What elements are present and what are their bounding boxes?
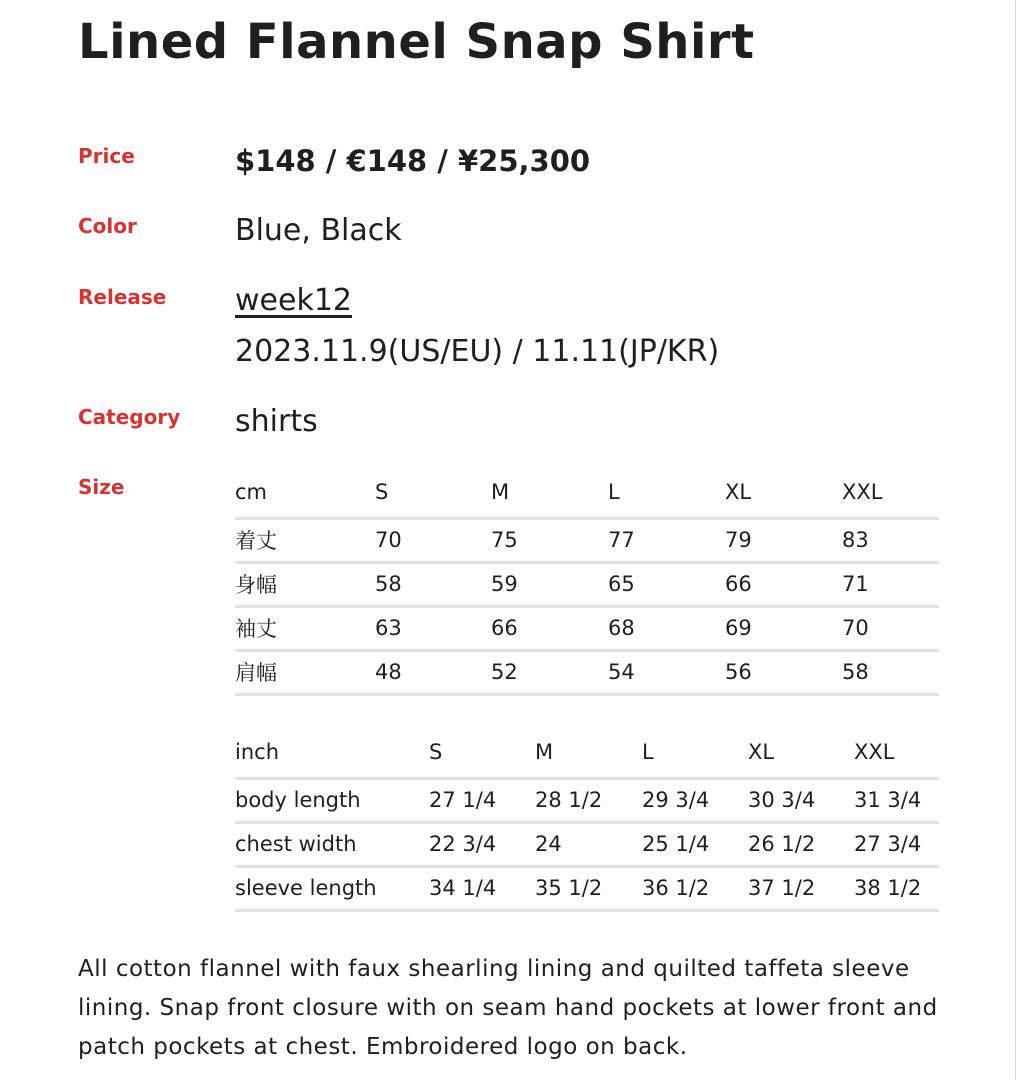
cell: 54 xyxy=(608,650,725,694)
price-label: Price xyxy=(78,144,135,168)
row-name: chest width xyxy=(235,822,429,866)
cell: 30 3/4 xyxy=(748,778,854,822)
row-name: body length xyxy=(235,778,429,822)
cell: 48 xyxy=(375,650,491,694)
table-row xyxy=(235,518,939,562)
color-value: Blue, Black xyxy=(235,213,402,248)
size-label: Size xyxy=(78,475,125,499)
color-label: Color xyxy=(78,214,137,238)
cell: 37 1/2 xyxy=(748,866,854,910)
cell: 68 xyxy=(608,606,725,650)
release-week-text[interactable]: week12 xyxy=(235,283,352,318)
cell: 66 xyxy=(725,562,842,606)
category-label: Category xyxy=(78,405,181,429)
table-row xyxy=(235,650,939,694)
table-row xyxy=(235,822,939,866)
cell: 34 1/4 xyxy=(429,866,535,910)
table-row xyxy=(235,866,939,910)
row-name: 着丈 xyxy=(235,518,375,562)
cell: 70 xyxy=(842,606,939,650)
cell: 27 1/4 xyxy=(429,778,535,822)
release-dates: 2023.11.9(US/EU) / 11.11(JP/KR) xyxy=(235,334,720,369)
cell: 66 xyxy=(491,606,608,650)
row-name: 袖丈 xyxy=(235,606,375,650)
cell: 75 xyxy=(491,518,608,562)
product-description: All cotton flannel with faux shearling lining and quilted taffeta sleeve lining. Snap front closure with on seam hand pockets at lower front and patch pockets at chest. Embroidered logo on back. xyxy=(78,956,938,1060)
cell: 25 1/4 xyxy=(642,822,748,866)
category-value: shirts xyxy=(235,404,318,439)
cell: 22 3/4 xyxy=(429,822,535,866)
row-name: sleeve length xyxy=(235,866,429,910)
size-table-header xyxy=(235,738,939,778)
product-title: Lined Flannel Snap Shirt xyxy=(78,14,755,70)
cell: 35 1/2 xyxy=(535,866,642,910)
cell: 27 3/4 xyxy=(854,822,939,866)
size-table-cm xyxy=(235,478,939,696)
cell: 24 xyxy=(535,822,642,866)
unit-header: inch xyxy=(235,740,279,764)
size-header-s: S xyxy=(375,480,389,504)
page-edge-divider xyxy=(1015,0,1016,1080)
unit-header: cm xyxy=(235,480,268,504)
cell: 31 3/4 xyxy=(854,778,939,822)
cell: 29 3/4 xyxy=(642,778,748,822)
row-name: 肩幅 xyxy=(235,650,375,694)
cell: 58 xyxy=(842,650,939,694)
cell: 28 1/2 xyxy=(535,778,642,822)
size-header-xxl: XXL xyxy=(842,480,883,504)
size-header-s: S xyxy=(429,740,443,764)
size-header-l: L xyxy=(608,480,620,504)
cell: 71 xyxy=(842,562,939,606)
row-name: 身幅 xyxy=(235,562,375,606)
size-header-xl: XL xyxy=(748,740,775,764)
release-week-link[interactable] xyxy=(235,283,352,318)
price-value: $148 / €148 / ¥25,300 xyxy=(235,144,591,178)
release-label: Release xyxy=(78,285,167,309)
cell: 26 1/2 xyxy=(748,822,854,866)
table-row xyxy=(235,606,939,650)
cell: 77 xyxy=(608,518,725,562)
size-table-inch xyxy=(235,738,939,912)
table-row xyxy=(235,778,939,822)
cell: 59 xyxy=(491,562,608,606)
cell: 70 xyxy=(375,518,491,562)
cell: 38 1/2 xyxy=(854,866,939,910)
cell: 79 xyxy=(725,518,842,562)
cell: 63 xyxy=(375,606,491,650)
cell: 56 xyxy=(725,650,842,694)
cell: 83 xyxy=(842,518,939,562)
size-header-xl: XL xyxy=(725,480,752,504)
cell: 52 xyxy=(491,650,608,694)
table-row xyxy=(235,562,939,606)
cell: 58 xyxy=(375,562,491,606)
size-header-m: M xyxy=(491,480,510,504)
size-header-l: L xyxy=(642,740,654,764)
cell: 69 xyxy=(725,606,842,650)
cell: 65 xyxy=(608,562,725,606)
size-table-header xyxy=(235,478,939,518)
size-header-m: M xyxy=(535,740,554,764)
size-header-xxl: XXL xyxy=(854,740,895,764)
cell: 36 1/2 xyxy=(642,866,748,910)
